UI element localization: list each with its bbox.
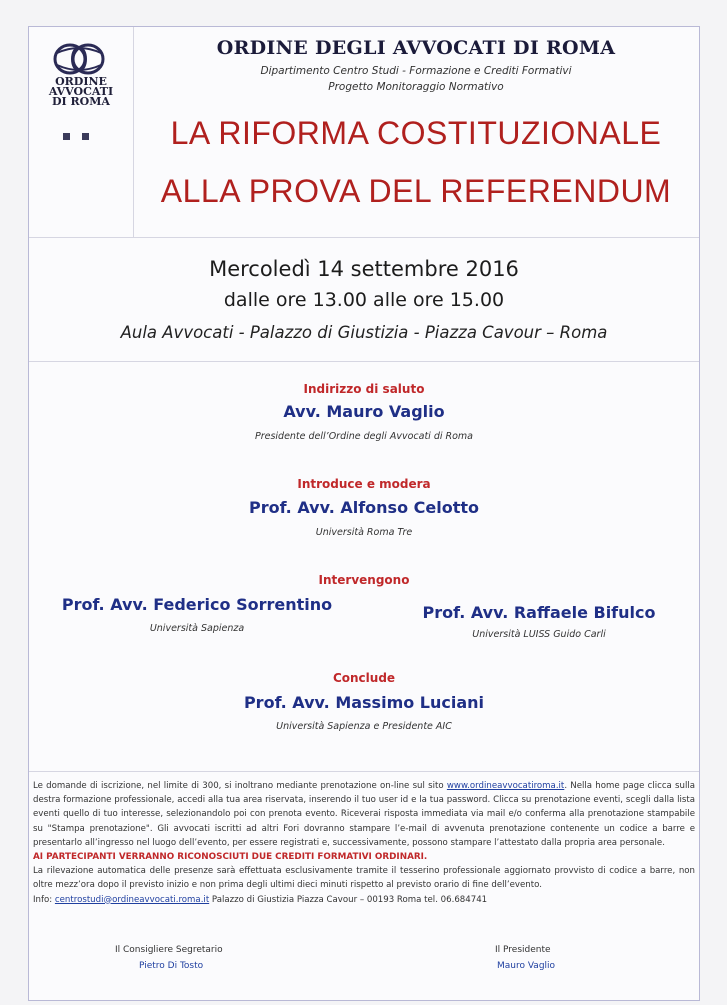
event-title-line1: LA RIFORMA COSTITUZIONALE: [170, 115, 662, 151]
event-venue: Aula Avvocati - Palazzo di Giustizia - Piazza Cavour – Roma: [120, 323, 608, 342]
logo: [29, 27, 134, 237]
footer-divider: [29, 771, 699, 772]
closing-affiliation: Università Sapienza e Presidente AIC: [276, 721, 452, 732]
moderator-speaker: Prof. Avv. Alfonso Celotto: [248, 498, 479, 517]
attendance-paragraph: La rilevazione automatica delle presenze sarà effettuata esclusivamente tramite il tesserino professionale aggiornato provvisto di codice a barre, non oltre mezz’ora dopo il previsto inizio e non prima degli ultimi dieci minuti rispetto al previsto orario di fine dell’evento.: [33, 866, 695, 891]
contact-email-link[interactable]: centrostudi@ordineavvocati.roma.it: [54, 894, 210, 905]
speaker-bifulco-affiliation: Università LUISS Guido Carli: [472, 629, 606, 640]
header-divider: [29, 237, 699, 238]
event-date: Mercoledì 14 settembre 2016: [209, 257, 519, 281]
closing-speaker: Prof. Avv. Massimo Luciani: [243, 693, 485, 712]
org-title: ORDINE DEGLI AVVOCATI DI ROMA: [216, 37, 616, 59]
contact-info: Info: centrostudi@ordineavvocati.roma.it Palazzo di Giustizia Piazza Cavour – 00193 Roma tel. 06.684741: [33, 894, 488, 905]
secretary-title: Il Consigliere Segretario: [115, 945, 223, 955]
bar-association-emblem-icon: [51, 41, 107, 77]
welcome-affiliation: Presidente dell’Ordine degli Avvocati di Roma: [254, 431, 474, 442]
closing-label: Conclude: [332, 671, 396, 685]
moderator-label: Introduce e modera: [297, 477, 431, 491]
logo-ornament: [63, 125, 103, 133]
header: [29, 27, 699, 237]
logo-text: ORDINE AVVOCATI DI ROMA: [48, 75, 114, 108]
welcome-speaker: Avv. Mauro Vaglio: [283, 402, 445, 421]
program-divider: [29, 361, 699, 362]
moderator-affiliation: Università Roma Tre: [315, 527, 413, 538]
president-title: Il Presidente: [495, 945, 551, 955]
credits-notice: AI PARTECIPANTI VERRANNO RICONOSCIUTI DUE CREDITI FORMATIVI ORDINARI.: [33, 852, 428, 863]
welcome-label: Indirizzo di saluto: [303, 382, 425, 396]
event-title-line2: ALLA PROVA DEL REFERENDUM: [160, 173, 672, 209]
registration-paragraph: Le domande di iscrizione, nel limite di 300, si inoltrano mediante prenotazione on-line sul sito www.ordineavvocatiroma.it. Nella home page clicca sulla destra formazione professionale, accedi alla tua area riservata, inserendo il tuo user id e la tua password. Clicca su prenotazione eventi, scegli dalla lista eventi quello di tuo interesse, selezionandolo poi con prenota evento. Riceverai risposta immediata via mail e/o conferma alla prenotazione stampabile su "Stampa prenotazione". Gli avvocati iscritti ad altri Fori dovranno stampare l’e-mail di avvenuta prenotazione contenente un codice a barre e presentarlo all’ingresso nel luogo dell’evento, per essere registrati e, successivamente, possono stampare l’attestato dalla propria area personale.: [33, 781, 696, 848]
president-name: Mauro Vaglio: [497, 961, 556, 971]
speaker-sorrentino: Prof. Avv. Federico Sorrentino: [61, 595, 333, 614]
project-subtitle: Progetto Monitoraggio Normativo: [328, 81, 504, 93]
secretary-name: Pietro Di Tosto: [139, 961, 204, 971]
speaker-sorrentino-affiliation: Università Sapienza: [149, 623, 245, 634]
website-link[interactable]: www.ordineavvocatiroma.it: [446, 781, 565, 791]
flyer-page: [28, 26, 700, 1001]
speaker-bifulco: Prof. Avv. Raffaele Bifulco: [422, 603, 656, 622]
event-time: dalle ore 13.00 alle ore 15.00: [223, 289, 505, 311]
registration-info: [33, 779, 695, 907]
speakers-label: Intervengono: [318, 573, 410, 587]
department-subtitle: Dipartimento Centro Studi - Formazione e Crediti Formativi: [260, 65, 572, 77]
